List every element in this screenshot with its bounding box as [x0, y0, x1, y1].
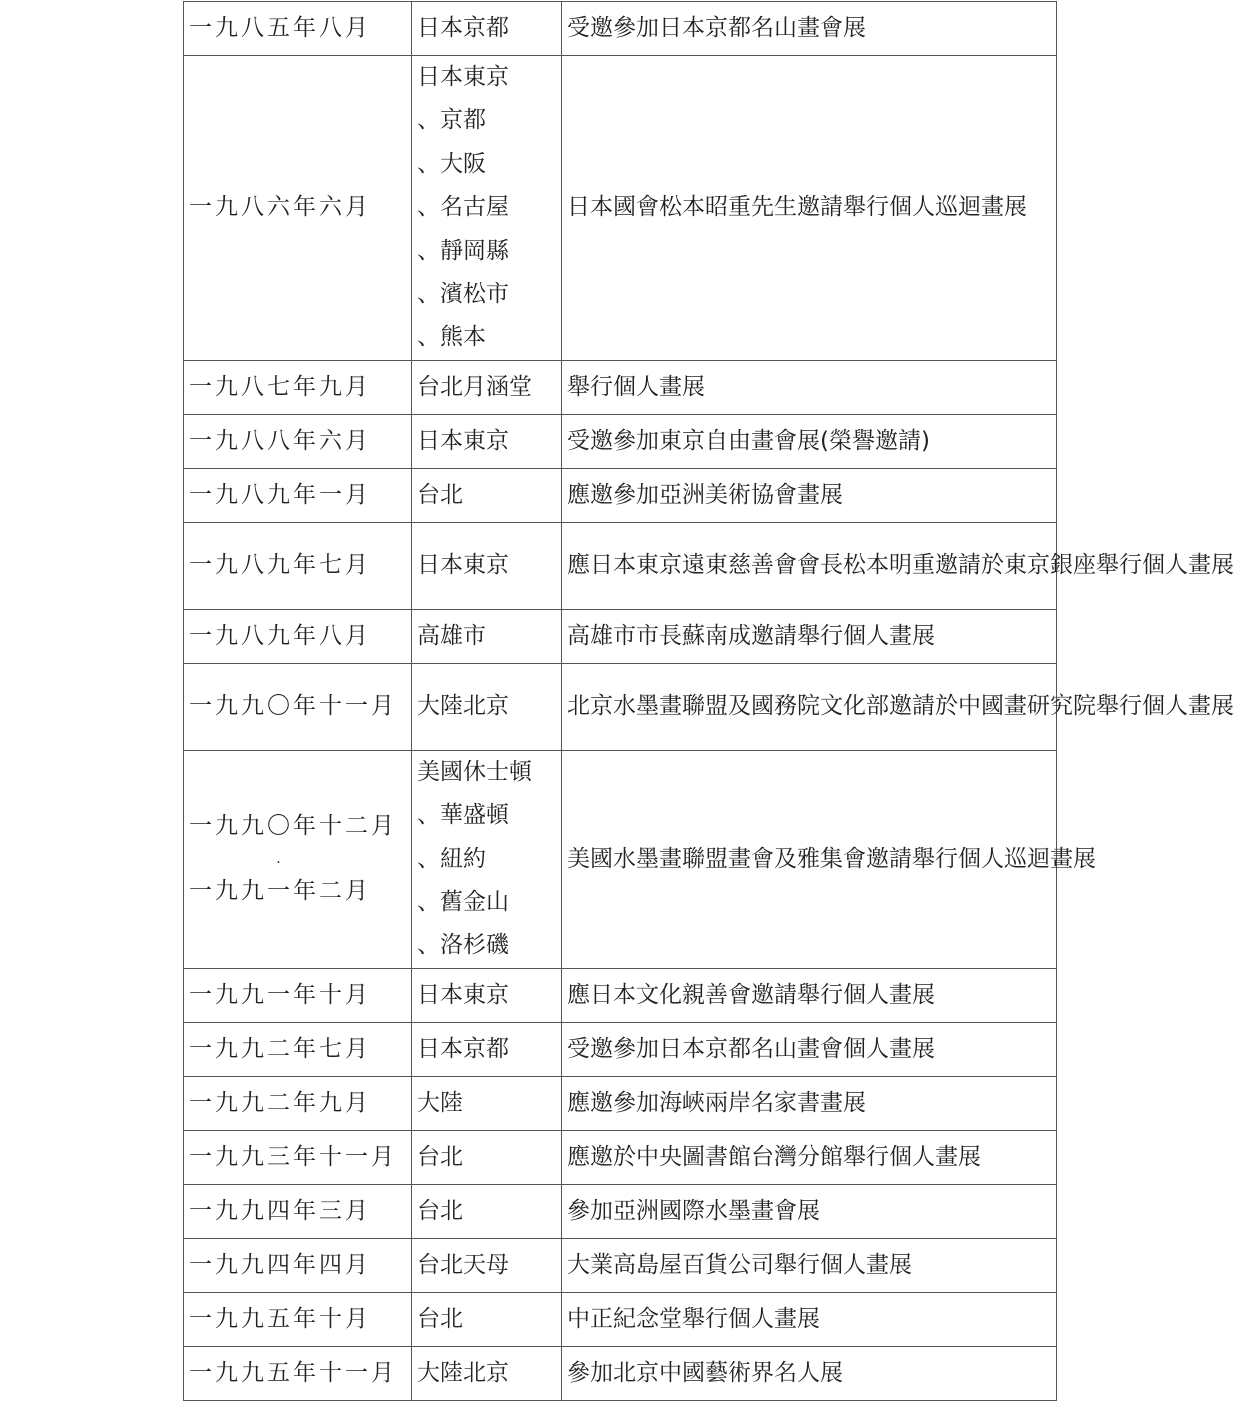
table-row: [184, 1238, 1057, 1292]
exhibition-date: 一九八九年一月: [184, 468, 412, 522]
exhibition-location: 日本京都: [412, 1022, 562, 1076]
exhibition-date: 一九九〇年十一月: [184, 663, 412, 750]
exhibition-date: 一九八七年九月: [184, 360, 412, 414]
exhibition-description: 應邀參加亞洲美術協會畫展: [562, 468, 1057, 522]
exhibition-location: 大陸北京: [412, 1346, 562, 1400]
date-range-separator: .: [276, 851, 284, 868]
exhibition-description: 美國水墨畫聯盟畫會及雅集會邀請舉行個人巡迴畫展: [562, 750, 1057, 968]
exhibition-description: 參加亞洲國際水墨畫會展: [562, 1184, 1057, 1238]
exhibition-description: 受邀參加日本京都名山畫會展: [562, 2, 1057, 56]
exhibition-description: 受邀參加日本京都名山畫會個人畫展: [562, 1022, 1057, 1076]
exhibition-history-table: [183, 1, 1234, 1401]
exhibition-location: 大陸北京: [412, 663, 562, 750]
table-row: [184, 1184, 1057, 1238]
exhibition-date: 一九八八年六月: [184, 414, 412, 468]
exhibition-location: 美國休士頓 、華盛頓 、紐約 、舊金山 、洛杉磯: [412, 750, 562, 968]
table-row: [184, 414, 1057, 468]
table-row: [184, 56, 1057, 361]
table-row: [184, 1292, 1057, 1346]
table-row: [184, 609, 1057, 663]
exhibition-location: 台北: [412, 468, 562, 522]
exhibition-location: 日本東京: [412, 522, 562, 609]
exhibition-date: 一九九〇年十二月 . 一九九一年二月: [184, 750, 412, 968]
exhibition-location: 大陸: [412, 1076, 562, 1130]
exhibition-description: 參加北京中國藝術界名人展: [562, 1346, 1057, 1400]
exhibition-date: 一九八五年八月: [184, 2, 412, 56]
exhibition-location: 高雄市: [412, 609, 562, 663]
table-row: [184, 1076, 1057, 1130]
exhibition-date: 一九九五年十月: [184, 1292, 412, 1346]
table-row: [184, 663, 1057, 750]
exhibition-location: 日本京都: [412, 2, 562, 56]
exhibition-description: 大業高島屋百貨公司舉行個人畫展: [562, 1238, 1057, 1292]
table-row: [184, 2, 1057, 56]
exhibition-date: 一九九二年九月: [184, 1076, 412, 1130]
exhibition-description: 高雄市市長蘇南成邀請舉行個人畫展: [562, 609, 1057, 663]
exhibition-date: 一九八六年六月: [184, 56, 412, 361]
exhibition-location: 台北月涵堂: [412, 360, 562, 414]
exhibition-date: 一九九三年十一月: [184, 1130, 412, 1184]
exhibition-description: 北京水墨畫聯盟及國務院文化部邀請於中國畫研究院舉行個人畫展: [562, 663, 1057, 750]
exhibition-location: 日本東京 、京都 、大阪 、名古屋 、靜岡縣 、濱松市 、熊本: [412, 56, 562, 361]
exhibition-description: 應日本東京遠東慈善會會長松本明重邀請於東京銀座舉行個人畫展: [562, 522, 1057, 609]
exhibition-description: 應邀於中央圖書館台灣分館舉行個人畫展: [562, 1130, 1057, 1184]
exhibition-date: 一九九一年十月: [184, 968, 412, 1022]
exhibition-description: 中正紀念堂舉行個人畫展: [562, 1292, 1057, 1346]
exhibition-description: 日本國會松本昭重先生邀請舉行個人巡迴畫展: [562, 56, 1057, 361]
exhibition-date: 一九九五年十一月: [184, 1346, 412, 1400]
exhibition-date: 一九九二年七月: [184, 1022, 412, 1076]
exhibition-description: 應邀參加海峽兩岸名家書畫展: [562, 1076, 1057, 1130]
exhibition-description: 舉行個人畫展: [562, 360, 1057, 414]
table-row: [184, 522, 1057, 609]
exhibition-location: 日本東京: [412, 414, 562, 468]
exhibition-date: 一九八九年八月: [184, 609, 412, 663]
table-row: [184, 1346, 1057, 1400]
exhibition-location: 台北: [412, 1292, 562, 1346]
exhibition-location: 台北天母: [412, 1238, 562, 1292]
table-row: [184, 1022, 1057, 1076]
exhibition-date: 一九九四年三月: [184, 1184, 412, 1238]
exhibition-location: 台北: [412, 1130, 562, 1184]
table-row: [184, 968, 1057, 1022]
exhibition-date: 一九八九年七月: [184, 522, 412, 609]
table-row: [184, 1130, 1057, 1184]
exhibition-location: 台北: [412, 1184, 562, 1238]
table-row: [184, 360, 1057, 414]
exhibition-description: 受邀參加東京自由畫會展(榮譽邀請): [562, 414, 1057, 468]
table-row: [184, 468, 1057, 522]
table-row: [184, 750, 1057, 968]
exhibition-date: 一九九四年四月: [184, 1238, 412, 1292]
exhibition-description: 應日本文化親善會邀請舉行個人畫展: [562, 968, 1057, 1022]
exhibition-location: 日本東京: [412, 968, 562, 1022]
